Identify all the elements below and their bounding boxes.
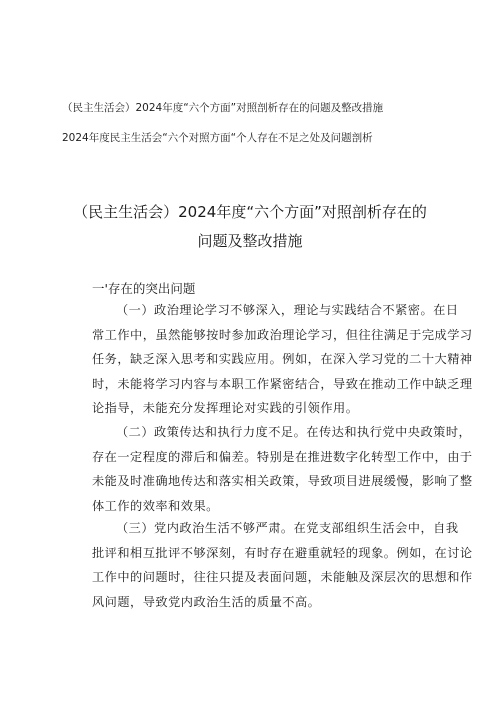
paragraph-line: 论指导，未能充分发挥理论对实践的引领作用。 [92,401,359,416]
paragraph-line: 未能及时准确地传达和落实相关政策，导致项目进展缓慢，影响了整 [92,474,473,489]
paragraph-line: 工作中的问题时，往往只提及表面问题，未能触及深层次的思想和作 [92,570,473,585]
paragraph-line: （二）政策传达和执行力度不足。在传达和执行党中央政策时， [116,425,472,439]
paragraph-3 [92,516,473,614]
paragraph-line: 任务，缺乏深入思考和实践应用。例如，在深入学习党的二十大精神 [92,352,473,367]
toc-entry-1[interactable]: （民主生活会）2024年度“六个方面”对照剖析存在的问题及整改措施 [62,102,384,114]
paragraph-line: 风问题，导致党内政治生活的质量不高。 [92,594,321,609]
section-heading: 一'存在的突出问题 [92,281,196,296]
paragraph-1 [92,298,473,421]
document-title-line-2: 问题及整改措施 [197,232,303,250]
document-title-line-1: （民主生活会）2024年度“六个方面”对照剖析存在的 [73,203,427,221]
paragraph-line: 批评和相互批评不够深刻，有时存在避重就轻的现象。例如，在讨论 [92,545,473,560]
paragraph-line: （一）政治理论学习不够深入，理论与实践结合不紧密。在日 [116,303,459,317]
paragraph-line: 存在一定程度的滞后和偏差。特别是在推进数字化转型工作中，由于 [92,449,473,464]
paragraph-line: 体工作的效率和效果。 [92,498,219,513]
paragraph-line: （三）党内政治生活不够严肃。在党支部组织生活会中，自我 [116,521,459,535]
paragraph-line: 常工作中，虽然能够按时参加政治理论学习，但往往满足于完成学习 [92,327,473,342]
toc-entry-2[interactable]: 2024年度民主生活会“六个对照方面“个人存在不足之处及问题剖析 [62,132,373,144]
paragraph-line: 时，未能将学习内容与本职工作紧密结合，导致在推动工作中缺乏理 [92,376,473,391]
paragraph-2 [92,420,473,518]
